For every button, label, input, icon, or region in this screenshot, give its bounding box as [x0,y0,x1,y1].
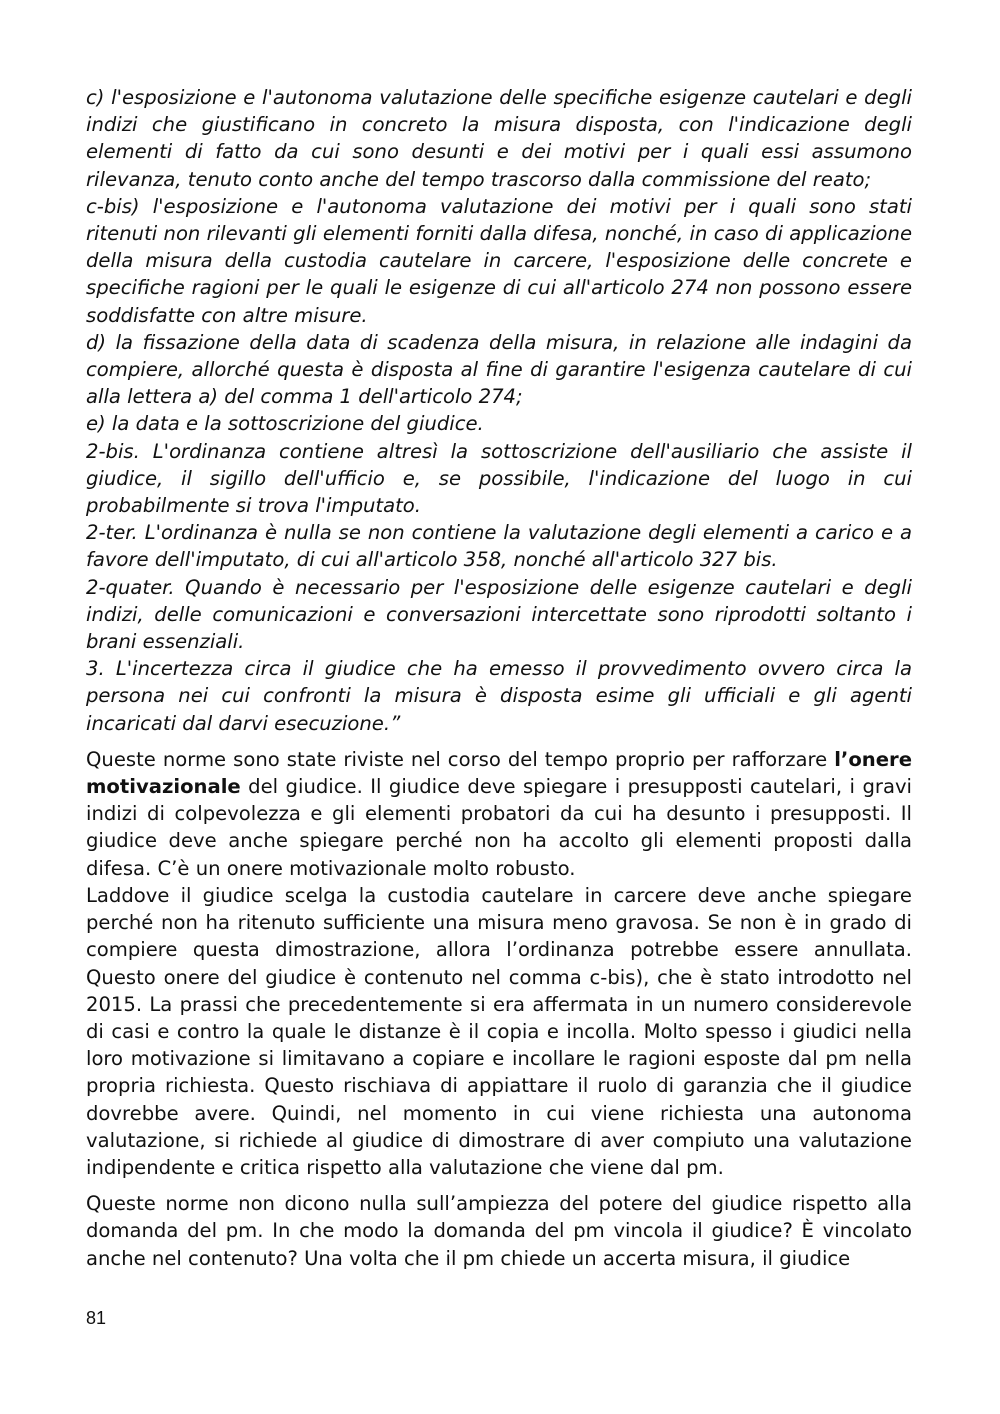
quoted-article [86,84,912,737]
paragraph-1-start: Queste norme sono state riviste nel corso del tempo proprio per rafforzare [86,747,835,771]
quote-item-2-quater: 2-quater. Quando è necessario per l'esposizione delle esigenze cautelari e degli indizi, delle comunicazioni e conversazioni intercettate sono riprodotti soltanto i brani essenziali. [86,575,912,654]
quote-item-2-bis: 2-bis. L'ordinanza contiene altresì la sottoscrizione dell'ausiliario che assiste il giudice, il sigillo dell'ufficio e, se possibile, l'indicazione del luogo in cui probabilmente si trova l'imputato. [86,439,912,518]
body-paragraph-1 [86,746,912,882]
body-paragraph-2: Laddove il giudice scelga la custodia cautelare in carcere deve anche spiegare perché non ha ritenuto sufficiente una misura meno gravosa. Se non è in grado di compiere questa dimostrazione, allora l’ordinanza potrebbe essere annullata. Questo onere del giudice è contenuto nel comma c-bis), che è stato introdotto nel 2015. La prassi che precedentemente si era affermata in un numero considerevole di casi e contro la quale le distanze è il copia e incolla. Molto spesso i giudici nella loro motivazione si limitavano a copiare e incollare le ragioni esposte dal pm nella propria richiesta. Questo rischiava di appiattare il ruolo di garanzia che il giudice dovrebbe avere. Quindi, nel momento in cui viene richiesta una autonoma valutazione, si richiede al giudice di dimostrare di aver compiuto una valutazione indipendente e critica rispetto alla valutazione che viene dal pm. [86,883,912,1179]
quote-item-2-ter: 2-ter. L'ordinanza è nulla se non contiene la valutazione degli elementi a carico e a favore dell'imputato, di cui all'articolo 358, nonché all'articolo 327 bis. [86,521,912,572]
quote-item-c-bis: c-bis) l'esposizione e l'autonoma valutazione dei motivi per i quali sono stati ritenuti non rilevanti gli elementi forniti dalla difesa, nonché, in caso di applicazione della misura della custodia cautelare in carcere, l'esposizione delle concrete e specifiche ragioni per le quali le esigenze di cui all'articolo 274 non possono essere soddisfatte con altre misure. [86,194,912,327]
quote-item-3: 3. L'incertezza circa il giudice che ha emesso il provvedimento ovvero circa la persona nei cui confronti la misura è disposta esime gli ufficiali e gli agenti incaricati dal darvi esecuzione.” [86,657,912,735]
quote-item-e: e) la data e la sottoscrizione del giudice. [86,412,484,436]
page-content [86,84,912,1272]
paragraph-1-end: del giudice. Il giudice deve spiegare i presupposti cautelari, i gravi indizi di colpevolezza e gli elementi probatori da cui ha desunto i presupposti. Il giudice deve anche spiegare perché non ha accolto gli elementi proposti dalla difesa. C’è un onere motivazionale molto robusto. [86,775,912,880]
quote-item-d: d) la fissazione della data di scadenza della misura, in relazione alle indagini da compiere, allorché questa è disposta al fine di garantire l'esigenza cautelare di cui alla lettera a) del comma 1 dell'articolo 274; [86,330,912,409]
bold-term: l’onere motivazionale [86,747,912,799]
page-number: 81 [86,1308,107,1328]
body-paragraph-3: Queste norme non dicono nulla sull’ampiezza del potere del giudice rispetto alla domanda del pm. In che modo la domanda del pm vincola il giudice? È vincolato anche nel contenuto? Una volta che il pm chiede un accerta misura, il giudice [86,1192,912,1270]
quote-item-c: c) l'esposizione e l'autonoma valutazione delle specifiche esigenze cautelari e degli indizi che giustificano in concreto la misura disposta, con l'indicazione degli elementi di fatto da cui sono desunti e dei motivi per i quali essi assumono rilevanza, tenuto conto anche del tempo trascorso dalla commissione del reato; [86,86,912,191]
